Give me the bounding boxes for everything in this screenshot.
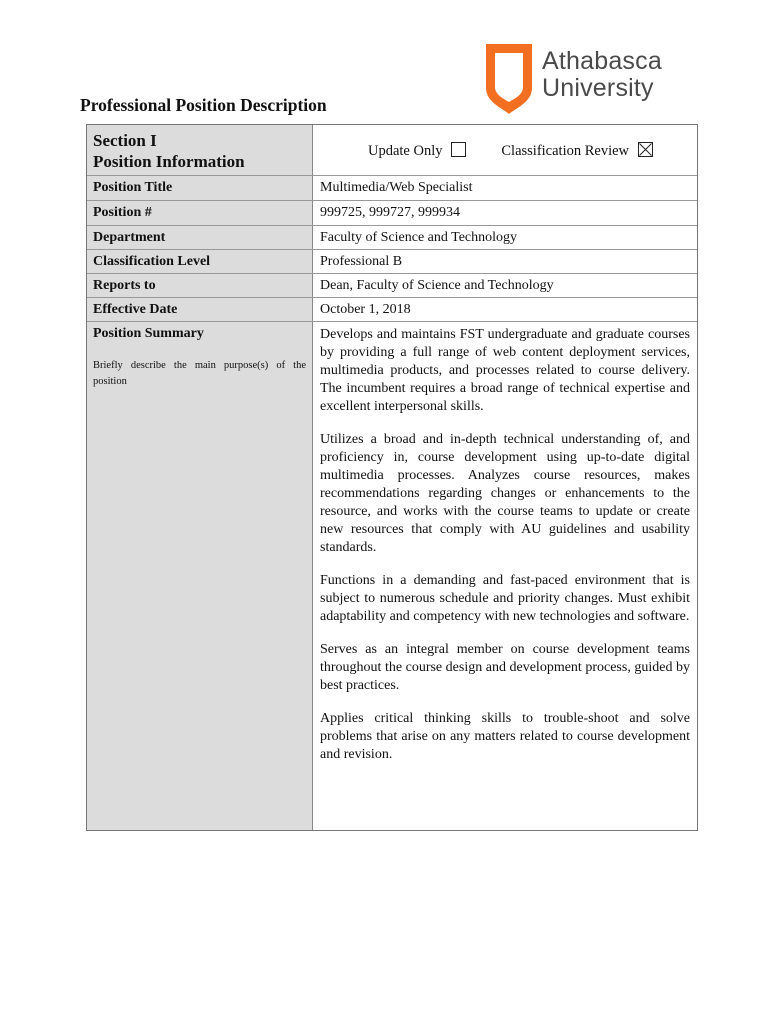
logo-line-2: University — [542, 74, 654, 102]
logo-line-1: Athabasca — [542, 47, 662, 75]
reports-to-value: Dean, Faculty of Science and Technology — [320, 278, 554, 293]
section-header-row — [87, 125, 697, 176]
position-number-label: Position # — [87, 201, 313, 225]
logo-wordmark — [542, 48, 682, 102]
department-value: Faculty of Science and Technology — [320, 230, 518, 245]
reports-to-row — [87, 274, 697, 298]
effective-date-label: Effective Date — [87, 298, 313, 321]
position-summary-row — [87, 322, 697, 830]
summary-paragraph: Serves as an integral member on course development teams throughout the course design and development process, guided by best practices. — [320, 642, 690, 693]
classification-level-row — [87, 250, 697, 274]
position-number-row — [87, 201, 697, 226]
effective-date-value: October 1, 2018 — [320, 302, 411, 317]
classification-review-label: Classification Review — [501, 143, 630, 159]
position-title-row — [87, 176, 697, 201]
department-label: Department — [87, 226, 313, 249]
classification-level-label: Classification Level — [87, 250, 313, 273]
department-row — [87, 226, 697, 250]
position-title-label: Position Title — [87, 176, 313, 200]
update-only-checkbox[interactable] — [451, 142, 466, 157]
position-summary-label: Position Summary — [93, 326, 204, 341]
position-title-value: Multimedia/Web Specialist — [320, 180, 473, 195]
effective-date-row — [87, 298, 697, 322]
position-summary-text — [313, 322, 697, 830]
review-type-options — [368, 142, 653, 160]
classification-review-checkbox[interactable] — [638, 142, 653, 157]
position-info-table — [86, 124, 698, 831]
position-number-value: 999725, 999727, 999934 — [320, 205, 460, 220]
section-title: Position Information — [93, 152, 245, 171]
update-only-label: Update Only — [368, 143, 443, 159]
section-heading — [87, 125, 313, 175]
summary-paragraph: Utilizes a broad and in-depth technical understanding of, and proficiency in, course development using up-to-date digital multimedia processes. Analyzes course resources, makes recommendations regarding changes or enhancements to the resource, and works with the course teams to update or create new resources that comply with AU guidelines and usability standards. — [320, 432, 690, 555]
position-summary-hint: Briefly describe the main purpose(s) of the position — [93, 360, 306, 387]
section-number: Section I — [93, 131, 157, 150]
summary-paragraph: Develops and maintains FST undergraduate and graduate courses by providing a full range of web content deployment services, multimedia products, and processes related to course delivery. The incumbent requires a broad range of technical expertise and excellent interpersonal skills. — [320, 327, 690, 414]
summary-paragraph: Applies critical thinking skills to trouble-shoot and solve problems that arise on any matters related to course development and revision. — [320, 711, 690, 762]
position-summary-cell — [87, 322, 313, 830]
document-title: Professional Position Description — [80, 95, 327, 115]
shield-logo-icon — [486, 44, 532, 114]
reports-to-label: Reports to — [87, 274, 313, 297]
classification-level-value: Professional B — [320, 254, 403, 269]
summary-paragraph: Functions in a demanding and fast-paced environment that is subject to numerous schedule and priority changes. Must exhibit adaptability and competency with new technologies and software. — [320, 573, 690, 624]
review-type-cell — [313, 125, 697, 175]
